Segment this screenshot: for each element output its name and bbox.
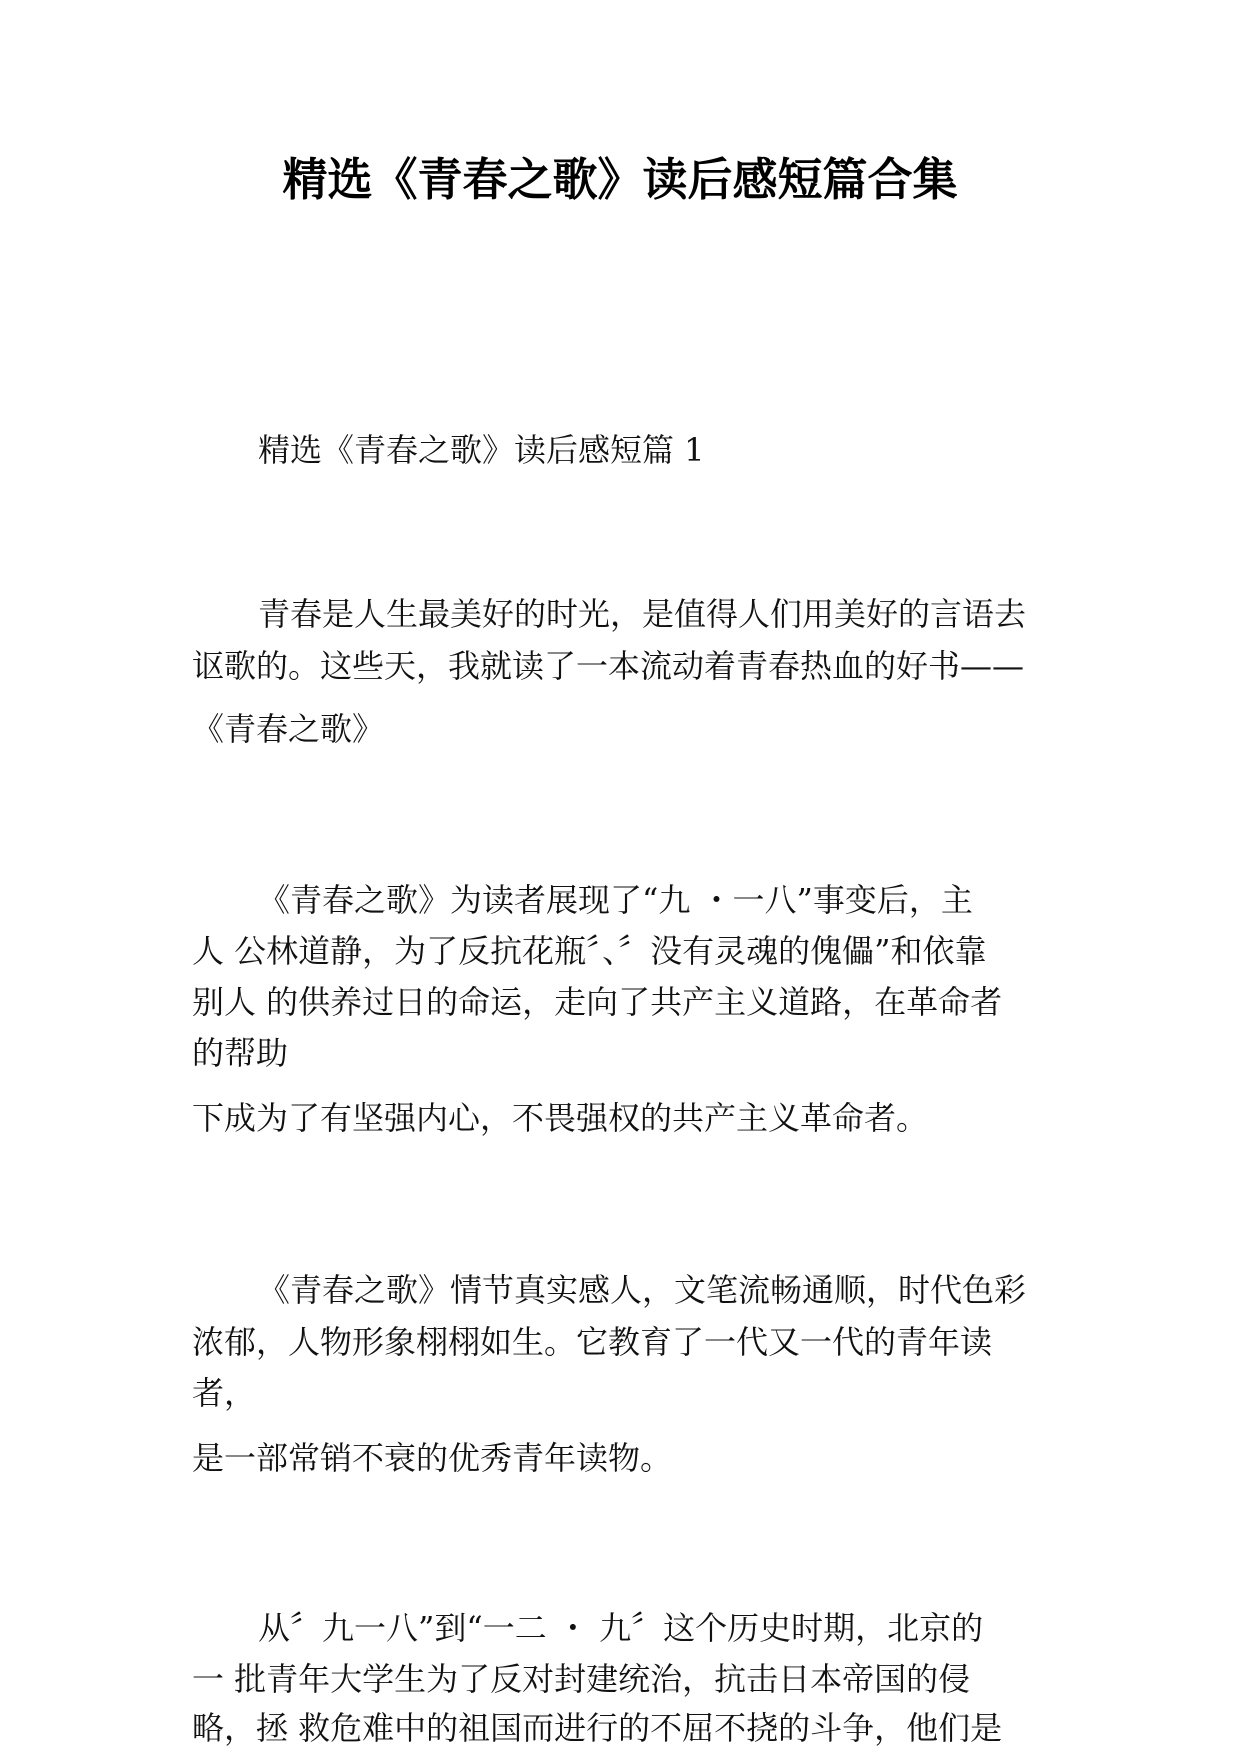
paragraph-line: 是一部常销不衰的优秀青年读物。 (192, 1439, 673, 1477)
paragraph-line: 青春是人生最美好的时光，是值得人们用美好的言语去 (258, 595, 1027, 633)
document-title: 精选《青春之歌》读后感短篇合集 (282, 153, 958, 206)
paragraph-line: 的帮助 (192, 1034, 289, 1072)
paragraph-line: 人 公林道静，为了反抗花瓶〞、〞没有灵魂的傀儡”和依靠 (192, 932, 987, 970)
paragraph-line: 一 批青年大学生为了反对封建统治，抗击日本帝国的侵 (192, 1660, 971, 1698)
paragraph-line: 从〞九一八”到“一二 ・ 九〞这个历史时期，北京的 (258, 1609, 984, 1647)
paragraph-line: 略，拯 救危难中的祖国而进行的不屈不挠的斗争，他们是 (192, 1709, 1003, 1747)
paragraph-line: 浓郁，人物形象栩栩如生。它教育了一代又一代的青年读 (192, 1323, 993, 1361)
paragraph-line: 《青春之歌》 (192, 710, 385, 748)
paragraph-line: 下成为了有坚强内心，不畏强权的共产主义革命者。 (192, 1099, 929, 1137)
paragraph-line: 讴歌的。这些天，我就读了一本流动着青春热血的好书—— (192, 647, 1025, 685)
paragraph-line: 《青春之歌》情节真实感人，文笔流畅通顺，时代色彩 (258, 1271, 1027, 1309)
paragraph-line: 者， (192, 1374, 257, 1412)
paragraph-line: 《青春之歌》为读者展现了“九 ・一八”事变后，主 (258, 881, 973, 919)
paragraph-line: 别人 的供养过日的命运，走向了共产主义道路，在革命者 (192, 983, 1003, 1021)
section-heading: 精选《青春之歌》读后感短篇 1 (258, 431, 705, 469)
